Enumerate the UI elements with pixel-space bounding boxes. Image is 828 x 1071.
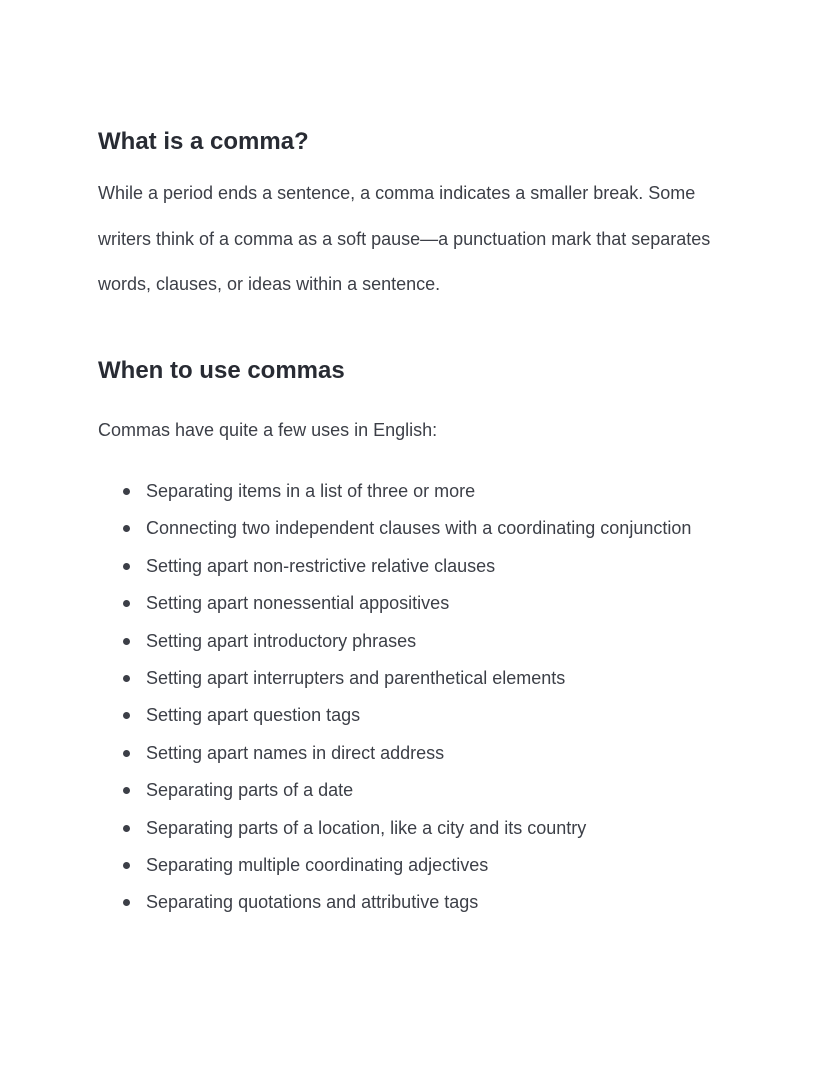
list-item [98,778,691,815]
list-item-text: Setting apart names in direct address [146,742,445,763]
bullet-icon [123,525,130,532]
list-item-text: Separating parts of a date [146,780,354,801]
list-item-text: Separating multiple coordinating adjectives [146,854,489,875]
definition-paragraph: While a period ends a sentence, a comma indicates a smaller break. Some writers think of a comma as a soft pause—a punctuation mark that separates words, clauses, or ideas within a sentence. [98,183,711,294]
bullet-icon [123,638,130,645]
uses-intro-paragraph: Commas have quite a few uses in English: [98,420,438,440]
list-item [98,666,691,703]
list-item-text: Separating quotations and attributive tags [146,892,479,913]
bullet-icon [123,899,130,906]
list-item-text: Setting apart non-restrictive relative clauses [146,555,496,576]
comma-uses-list [98,479,691,928]
list-item-text: Setting apart nonessential appositives [146,593,450,614]
bullet-icon [123,825,130,832]
list-item [98,853,691,890]
list-item [98,554,691,591]
section-heading-when-to-use-commas: When to use commas [98,357,345,384]
bullet-icon [123,675,130,682]
bullet-icon [123,787,130,794]
list-item-text: Separating items in a list of three or more [146,481,476,501]
list-item [98,703,691,740]
list-item [98,591,691,628]
bullet-icon [123,712,130,719]
list-item-text: Setting apart introductory phrases [146,630,417,651]
section-heading-what-is-a-comma: What is a comma? [98,128,309,155]
list-item-text: Setting apart question tags [146,705,361,726]
list-item-text: Connecting two independent clauses with a coordinating conjunction [146,518,692,539]
bullet-icon [123,862,130,869]
list-item-text: Setting apart interrupters and parenthetical elements [146,667,566,688]
list-item [98,741,691,778]
list-item [98,516,691,553]
list-item [98,629,691,666]
list-item-text: Separating parts of a location, like a city and its country [146,817,587,838]
list-item [98,890,691,927]
bullet-icon [123,563,130,570]
bullet-icon [123,600,130,607]
list-item [98,479,691,516]
list-item [98,816,691,853]
bullet-icon [123,488,130,495]
bullet-icon [123,750,130,757]
